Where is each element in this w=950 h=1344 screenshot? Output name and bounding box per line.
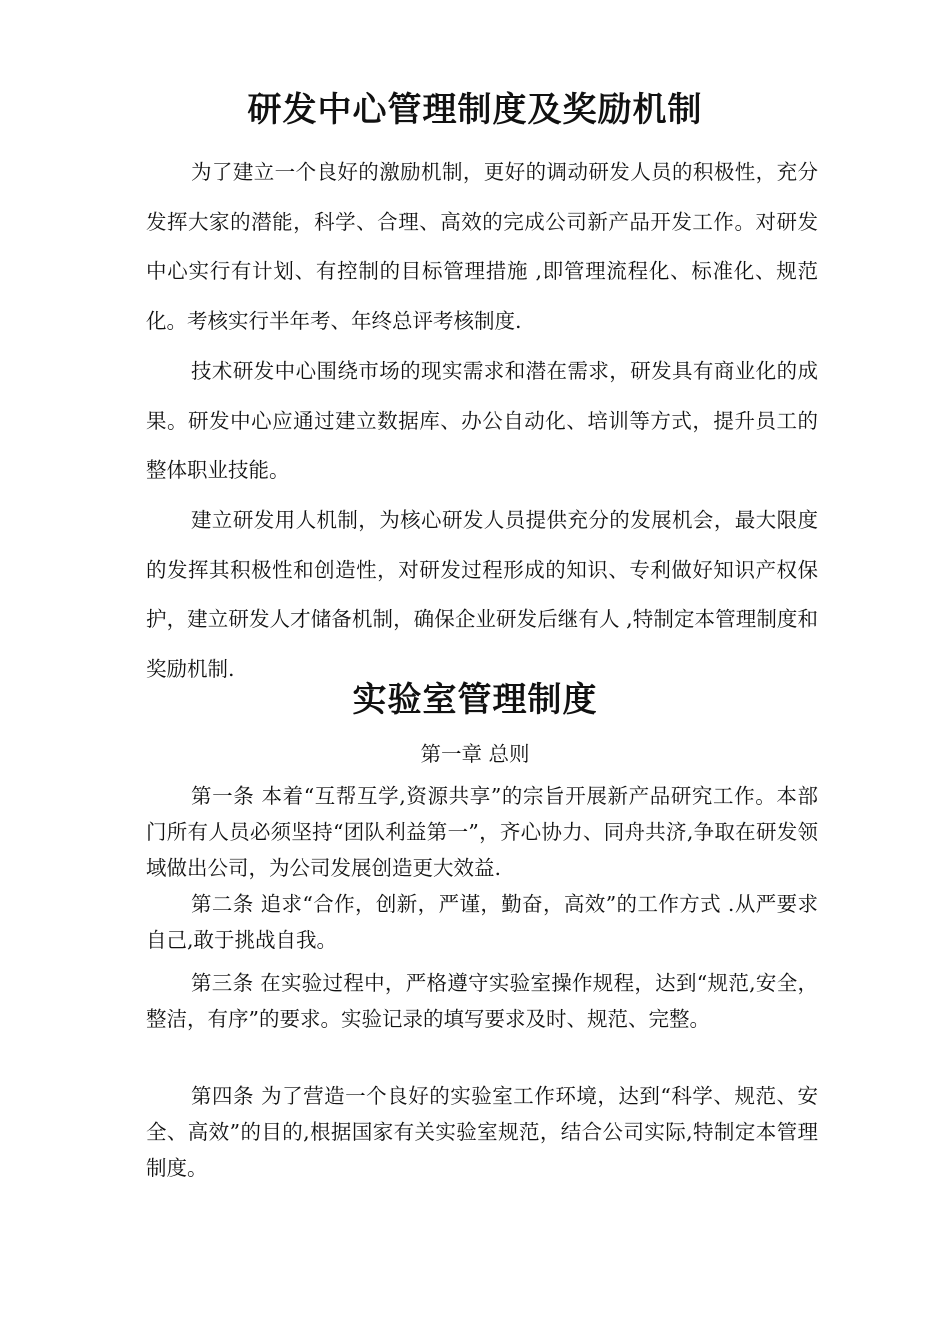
document-title: 研发中心管理制度及奖励机制 bbox=[247, 90, 703, 130]
intro-paragraph-2: 技术研发中心围绕市场的现实需求和潜在需求，研发具有商业化的成果。研发中心应通过建立数据库、办公自动化、培训等方式，提升员工的整体职业技能。 bbox=[146, 359, 818, 482]
article-2: 第二条 追求“合作，创新，严谨，勤奋，高效”的工作方式 .从严要求自己,敢于挑战自我。 bbox=[146, 892, 818, 952]
article-4: 第四条 为了营造一个良好的实验室工作环境，达到“科学、规范、安全、高效”的目的,根据国家有关实验室规范，结合公司实际,特制定本管理制度。 bbox=[146, 1084, 818, 1180]
article-1: 第一条 本着“互帮互学,资源共享”的宗旨开展新产品研究工作。本部门所有人员必须坚持“团队利益第一”，齐心协力、同舟共济,争取在研发领域做出公司，为公司发展创造更大效益. bbox=[146, 784, 818, 880]
intro-paragraph-3: 建立研发用人机制，为核心研发人员提供充分的发展机会，最大限度的发挥其积极性和创造性，对研发过程形成的知识、专利做好知识产权保护，建立研发人才储备机制，确保企业研发后继有人 ,特制定本管理制度和奖励机制. bbox=[146, 508, 818, 681]
intro-paragraph-1: 为了建立一个良好的激励机制，更好的调动研发人员的积极性，充分发挥大家的潜能，科学、合理、高效的完成公司新产品开发工作。对研发中心实行有计划、有控制的目标管理措施 ,即管理流程化、标准化、规范化。考核实行半年考、年终总评考核制度. bbox=[146, 160, 818, 333]
chapter-heading: 第一章 总则 bbox=[420, 742, 530, 766]
section-title-lab-rules: 实验室管理制度 bbox=[352, 680, 598, 720]
article-3: 第三条 在实验过程中，严格遵守实验室操作规程，达到“规范,安全，整洁，有序”的要求。实验记录的填写要求及时、规范、完整。 bbox=[146, 971, 818, 1031]
